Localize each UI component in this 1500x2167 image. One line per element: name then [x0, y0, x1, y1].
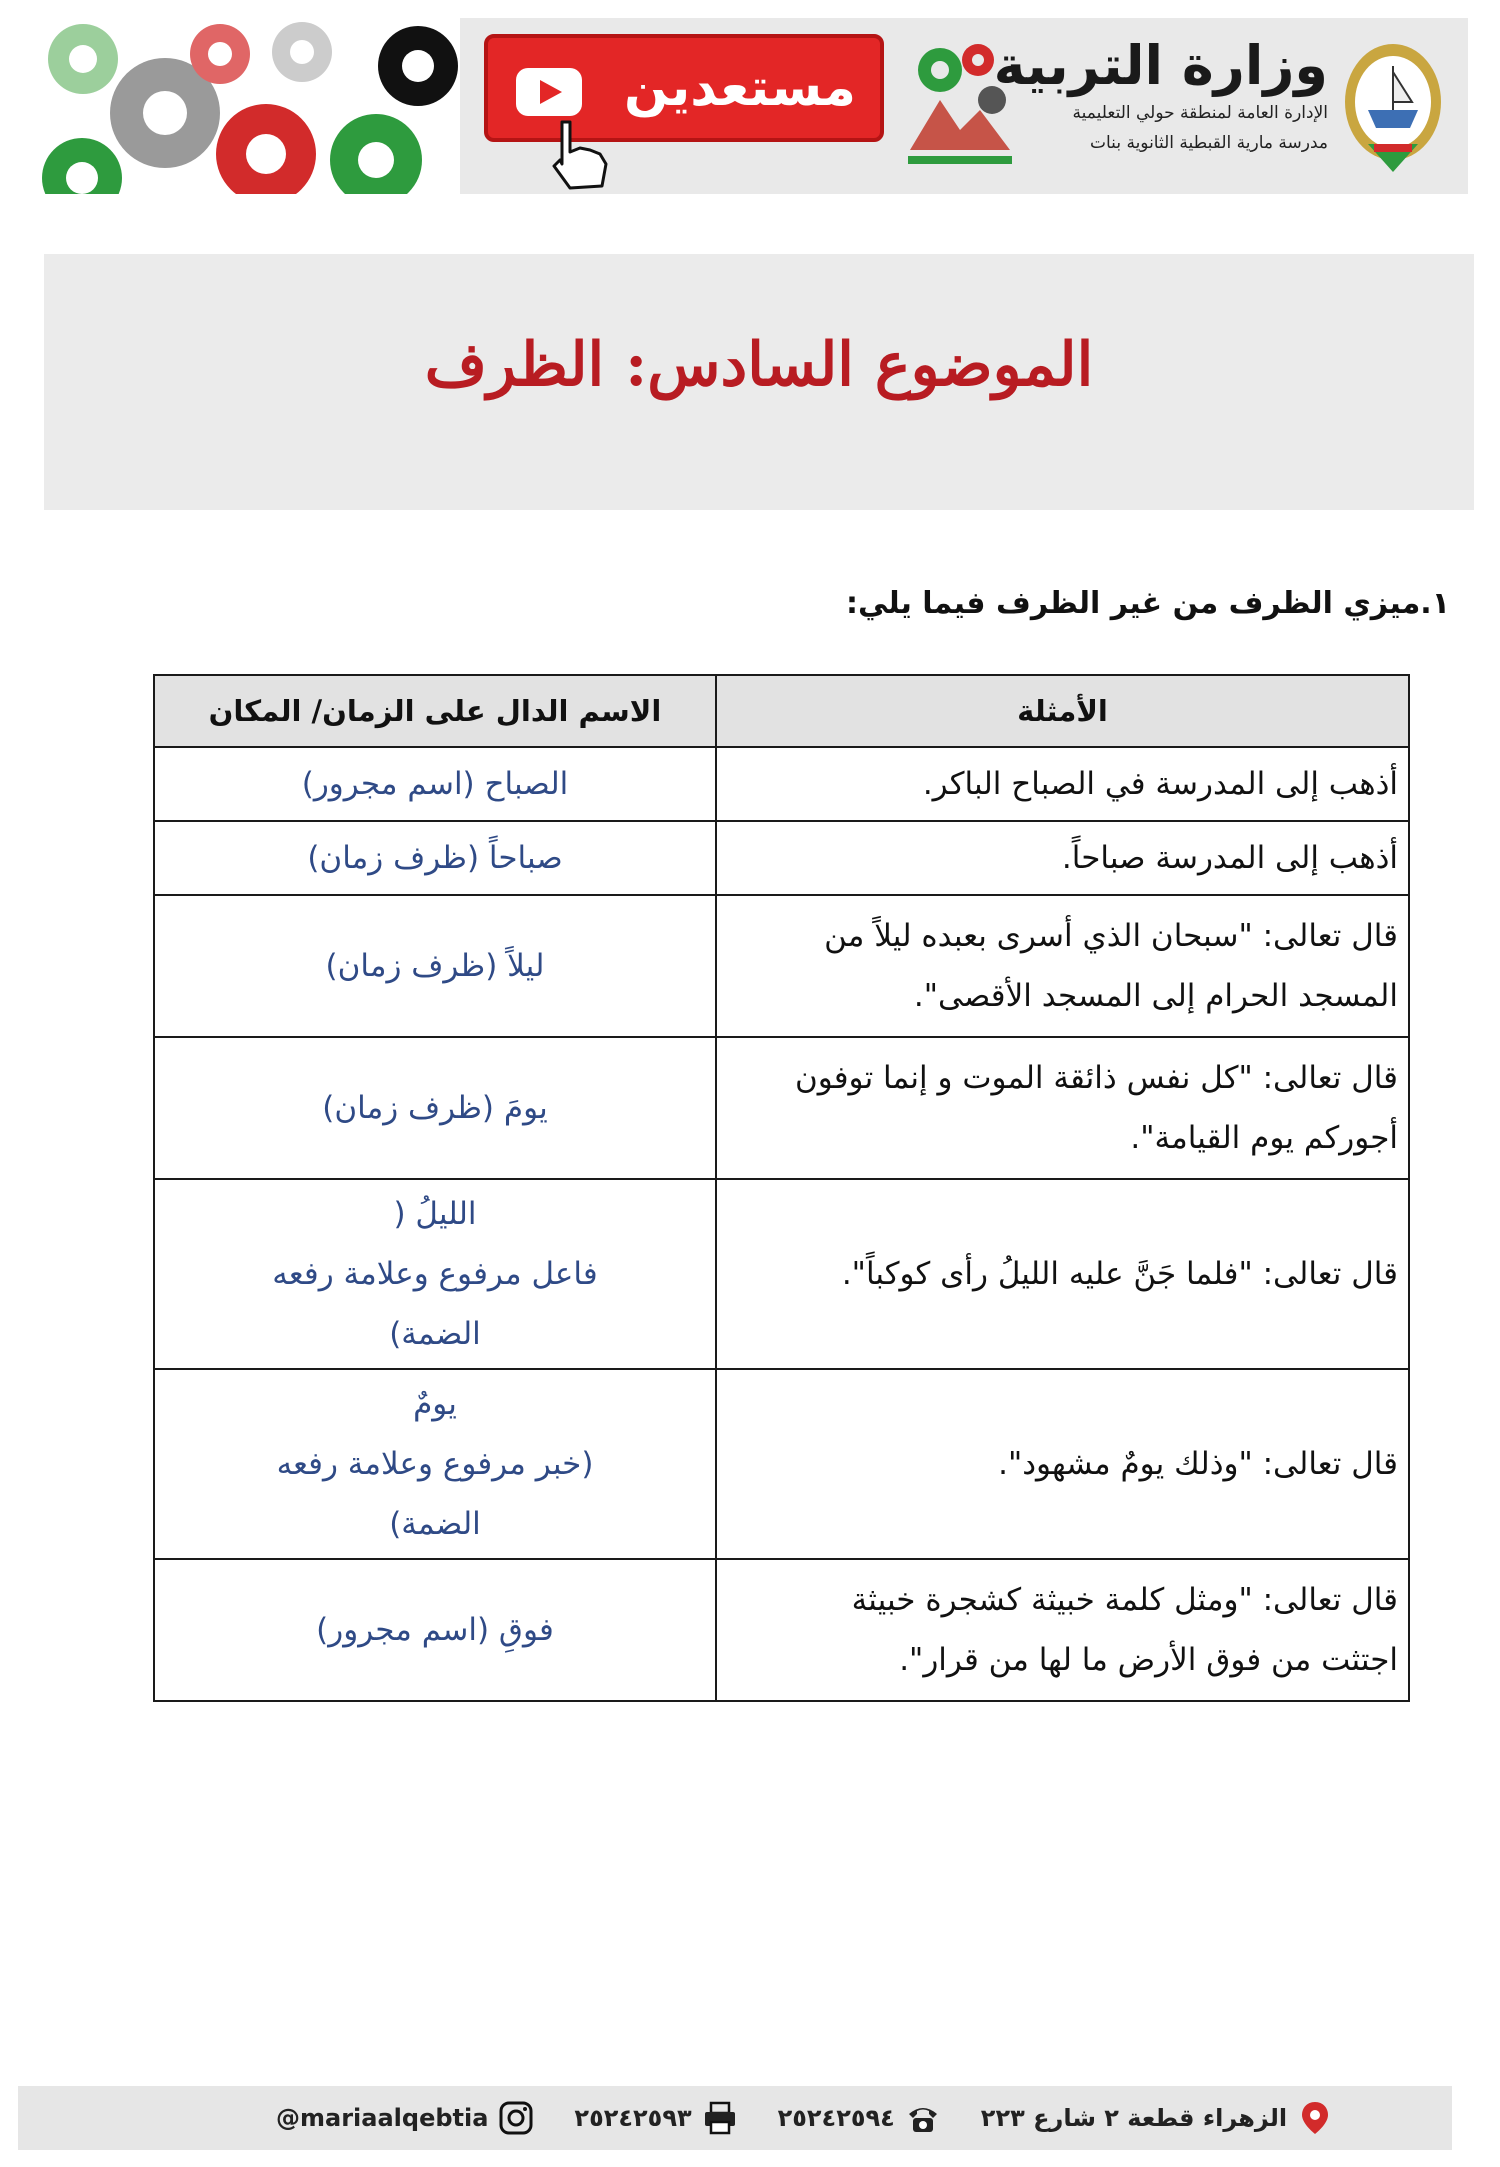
example-text: قال تعالى: "سبحان الذي أسرى بعبده ليلاً من: [824, 918, 1398, 954]
example-text: المسجد الحرام إلى المسجد الأقصى".: [913, 978, 1398, 1014]
example-text: أذهب إلى المدرسة في الصباح الباكر.: [922, 766, 1398, 802]
answer-cell: [154, 1179, 716, 1369]
gear-icon: [272, 22, 332, 82]
play-icon: [516, 68, 582, 116]
page-title: الموضوع السادس: الظرف: [424, 330, 1094, 400]
phone-number: ٢٥٢٤٢٥٩٤: [777, 2104, 895, 2132]
table-header-row: [154, 675, 1409, 747]
ministry-subtitle: الإدارة العامة لمنطقة حولي التعليمية: [1072, 103, 1328, 123]
answer-cell: [154, 895, 716, 1037]
gears-decoration: [40, 18, 460, 194]
answer-text: (خبر مرفوع وعلامة رفعه: [276, 1446, 594, 1482]
answer-text: يومٌ: [413, 1386, 457, 1422]
table-row: [154, 1369, 1409, 1559]
instagram-icon: [498, 2100, 534, 2136]
footer-contacts: [276, 2086, 1333, 2150]
answer-text: ليلاً (ظرف زمان): [325, 948, 545, 984]
header-banner: [40, 18, 1468, 194]
exercise-table: [153, 674, 1410, 1702]
example-text: اجتثت من فوق الأرض ما لها من قرار".: [899, 1642, 1398, 1678]
fax-icon: [702, 2100, 738, 2136]
exercise-instruction: ١.ميزي الظرف من غير الظرف فيما يلي:: [845, 586, 1450, 621]
example-cell: [716, 1179, 1409, 1369]
answer-text: الليلُ (: [393, 1196, 477, 1232]
example-text: أجوركم يوم القيامة".: [1130, 1120, 1398, 1156]
example-text: قال تعالى: "وذلك يومٌ مشهود".: [998, 1446, 1398, 1482]
example-cell: [716, 1559, 1409, 1701]
answer-cell: [154, 1369, 716, 1559]
ministry-block: [994, 34, 1328, 158]
footer-bar: [18, 2086, 1452, 2150]
answer-cell: [154, 1037, 716, 1179]
fax-item: [574, 2100, 737, 2136]
fax-number: ٢٥٢٤٢٥٩٣: [574, 2104, 692, 2132]
telephone-icon: [905, 2100, 941, 2136]
example-cell: [716, 1037, 1409, 1179]
table-row: [154, 1559, 1409, 1701]
answer-text: الضمة): [389, 1506, 481, 1542]
instagram-handle: @mariaalqebtia: [276, 2104, 489, 2132]
answer-text: الصباح (اسم مجرور): [301, 766, 569, 802]
example-cell: [716, 747, 1409, 821]
answer-text: صباحاً (ظرف زمان): [307, 840, 563, 876]
pointer-hand-icon: [540, 114, 620, 194]
header-examples: الأمثلة: [716, 675, 1409, 747]
answer-cell: [154, 821, 716, 895]
answer-text: يومَ (ظرف زمان): [322, 1090, 548, 1126]
table-row: [154, 821, 1409, 895]
address-item: [981, 2100, 1333, 2136]
table-row: [154, 1179, 1409, 1369]
example-text: قال تعالى: "فلما جَنَّ عليه الليلُ رأى كوكباً".: [841, 1256, 1398, 1292]
gear-icon: [48, 24, 118, 94]
phone-item: [778, 2100, 941, 2136]
answer-text: الضمة): [389, 1316, 481, 1352]
example-cell: [716, 1369, 1409, 1559]
school-name: مدرسة مارية القبطية الثانوية بنات: [1090, 133, 1328, 153]
youtube-label: مستعدين: [623, 58, 856, 118]
location-pin-icon: [1297, 2100, 1333, 2136]
instagram-item[interactable]: [276, 2100, 534, 2136]
answer-cell: [154, 1559, 716, 1701]
title-box: [44, 254, 1474, 510]
address-text: الزهراء قطعة ٢ شارع ٢٢٣: [980, 2104, 1288, 2132]
example-cell: [716, 821, 1409, 895]
example-text: أذهب إلى المدرسة صباحاً.: [1061, 840, 1398, 876]
answer-text: فاعل مرفوع وعلامة رفعه: [272, 1256, 598, 1292]
table-row: [154, 747, 1409, 821]
example-cell: [716, 895, 1409, 1037]
gear-icon: [190, 24, 250, 84]
gear-icon: [42, 138, 122, 194]
gear-icon: [216, 104, 316, 194]
header-noun: الاسم الدال على الزمان/ المكان: [154, 675, 716, 747]
ministry-title: وزارة التربية: [993, 34, 1328, 97]
answer-text: فوقِ (اسم مجرور): [316, 1612, 554, 1648]
example-text: قال تعالى: "كل نفس ذائقة الموت و إنما توفون: [794, 1060, 1398, 1096]
gear-icon: [330, 114, 422, 194]
table-row: [154, 895, 1409, 1037]
gear-icon: [378, 26, 458, 106]
example-text: قال تعالى: "ومثل كلمة خبيثة كشجرة خبيثة: [851, 1582, 1398, 1618]
table-row: [154, 1037, 1409, 1179]
answer-cell: [154, 747, 716, 821]
kuwait-emblem-icon: [1338, 32, 1448, 178]
